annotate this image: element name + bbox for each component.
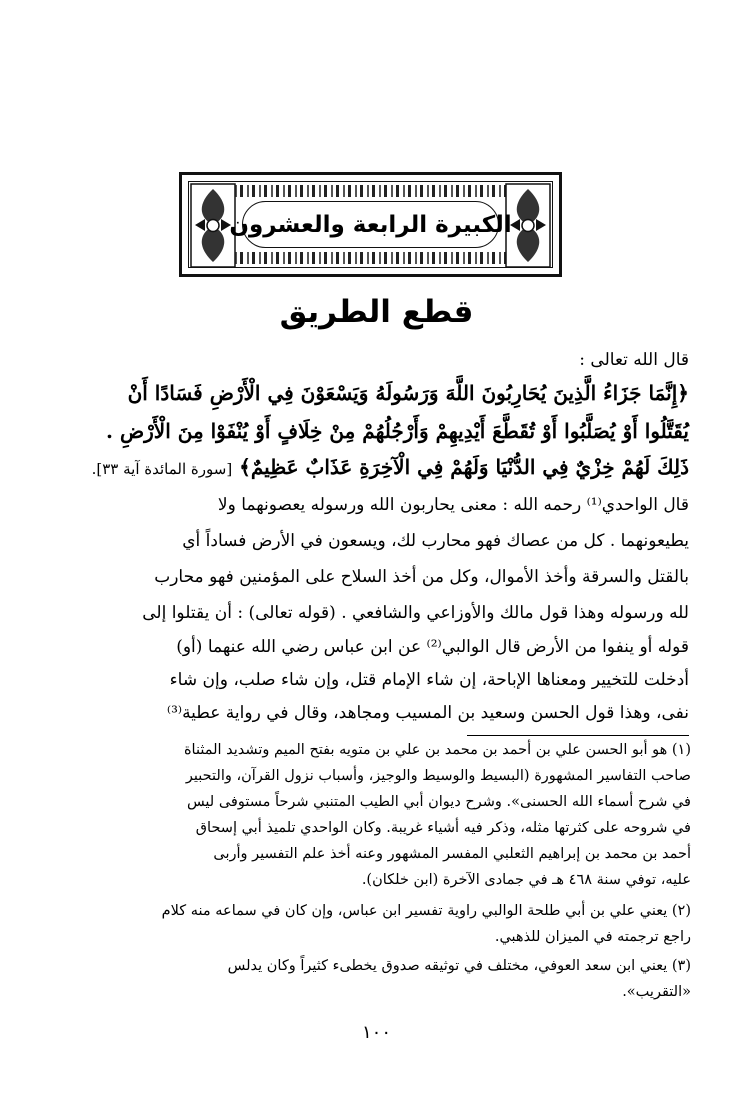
footnote-1-line-3: في شرح أسماء الله الحسنى». وشرح ديوان أبي الطيب المتنبي شرحاً مستوفى ليس	[186, 794, 691, 810]
frame-pattern-top	[192, 185, 549, 197]
frame-title-plate	[229, 201, 512, 248]
footnote-1-line-5: أحمد بن محمد بن إبراهيم الثعلبي المفسر المشهور وعنه أخذ علم التفسير وأربى	[213, 846, 691, 862]
ornament-right-icon	[505, 183, 551, 268]
paragraph-line-1: قال الواحدي⁽¹⁾ رحمه الله : معنى يحاربون الله ورسوله يعصونهما ولا	[217, 495, 689, 515]
verse-line-1: ﴿إِنَّمَا جَزَاءُ الَّذِينَ يُحَارِبُونَ اللَّهَ وَرَسُولَهُ وَيَسْعَوْنَ فِي الْأَرْضِ فَسَادًا أَنْ	[127, 381, 689, 405]
verse-line-3	[92, 455, 689, 479]
footnote-1-line-4: في شروحه على كثرتها مثله، وذكر فيه أشياء غريبة. وكان الواحدي تلميذ أبي إسحاق	[195, 820, 691, 836]
paragraph-line-2: يطيعونهما . كل من عصاك فهو محارب لك، ويسعون في الأرض فساداً أي	[182, 531, 689, 551]
intro-line: قال الله تعالى :	[579, 350, 689, 370]
footnote-separator	[467, 735, 689, 736]
chapter-ornament-frame	[179, 172, 562, 277]
footnote-2-line-1: (٢) يعني علي بن أبي طلحة الوالبي راوية تفسير ابن عباس، وإن كان في سماعه منه كلام	[161, 903, 691, 919]
paragraph-line-6: أدخلت للتخيير ومعناها الإباحة، إن شاء الإمام قتل، وإن شاء صلب، وإن شاء	[169, 670, 689, 690]
paragraph-line-7: نفى، وهذا قول الحسن وسعيد بن المسيب ومجاهد، وقال في رواية عطية⁽³⁾	[166, 703, 689, 723]
chapter-title: قطع الطريق	[279, 294, 474, 330]
footnote-3-line-1: (٣) يعني ابن سعد العوفي، مختلف في توثيقه صدوق يخطىء كثيراً وكان يدلس	[227, 958, 691, 974]
footnote-1-line-2: صاحب التفاسير المشهورة (البسيط والوسيط والوجيز، وأسباب نزول القرآن، والتحبير	[185, 768, 691, 784]
verse-line-2: يُقَتَّلُوا أَوْ يُصَلَّبُوا أَوْ تُقَطَّعَ أَيْدِيهِمْ وَأَرْجُلُهُمْ مِنْ خِلَافٍ أَوْ يُنْفَوْا مِنَ الْأَرْضِ .	[106, 419, 689, 443]
frame-pattern-bottom	[192, 252, 549, 264]
verse-reference: [سورة المائدة آية ٣٣].	[91, 460, 233, 478]
page-number: ١٠٠	[361, 1022, 391, 1043]
verse-line-3-text: ذَلِكَ لَهُمْ خِزْيٌ فِي الدُّنْيَا وَلَهُمْ فِي الْآخِرَةِ عَذَابٌ عَظِيمٌ﴾	[239, 455, 689, 479]
footnote-3-line-2: «التقريب».	[622, 984, 691, 1000]
paragraph-line-4: لله ورسوله وهذا قول مالك والأوزاعي والشافعي . (قوله تعالى) : أن يقتلوا إلى	[142, 603, 689, 623]
section-heading: الكبيرة الرابعة والعشرون	[229, 211, 512, 238]
footnote-1-line-6: عليه، توفي سنة ٤٦٨ هـ في جمادى الآخرة (ابن خلكان).	[361, 872, 691, 888]
paragraph-line-5: قوله أو ينفوا من الأرض قال الوالبي⁽²⁾ عن ابن عباس رضي الله عنهما (أو)	[176, 637, 689, 657]
footnote-1-line-1: (١) هو أبو الحسن علي بن أحمد بن محمد بن علي بن متويه بفتح الميم وتشديد المثناة	[183, 742, 691, 758]
footnote-2-line-2: راجع ترجمته في الميزان للذهبي.	[494, 929, 691, 945]
paragraph-line-3: بالقتل والسرقة وأخذ الأموال، وكل من أخذ السلاح على المؤمنين فهو محارب	[154, 567, 689, 587]
